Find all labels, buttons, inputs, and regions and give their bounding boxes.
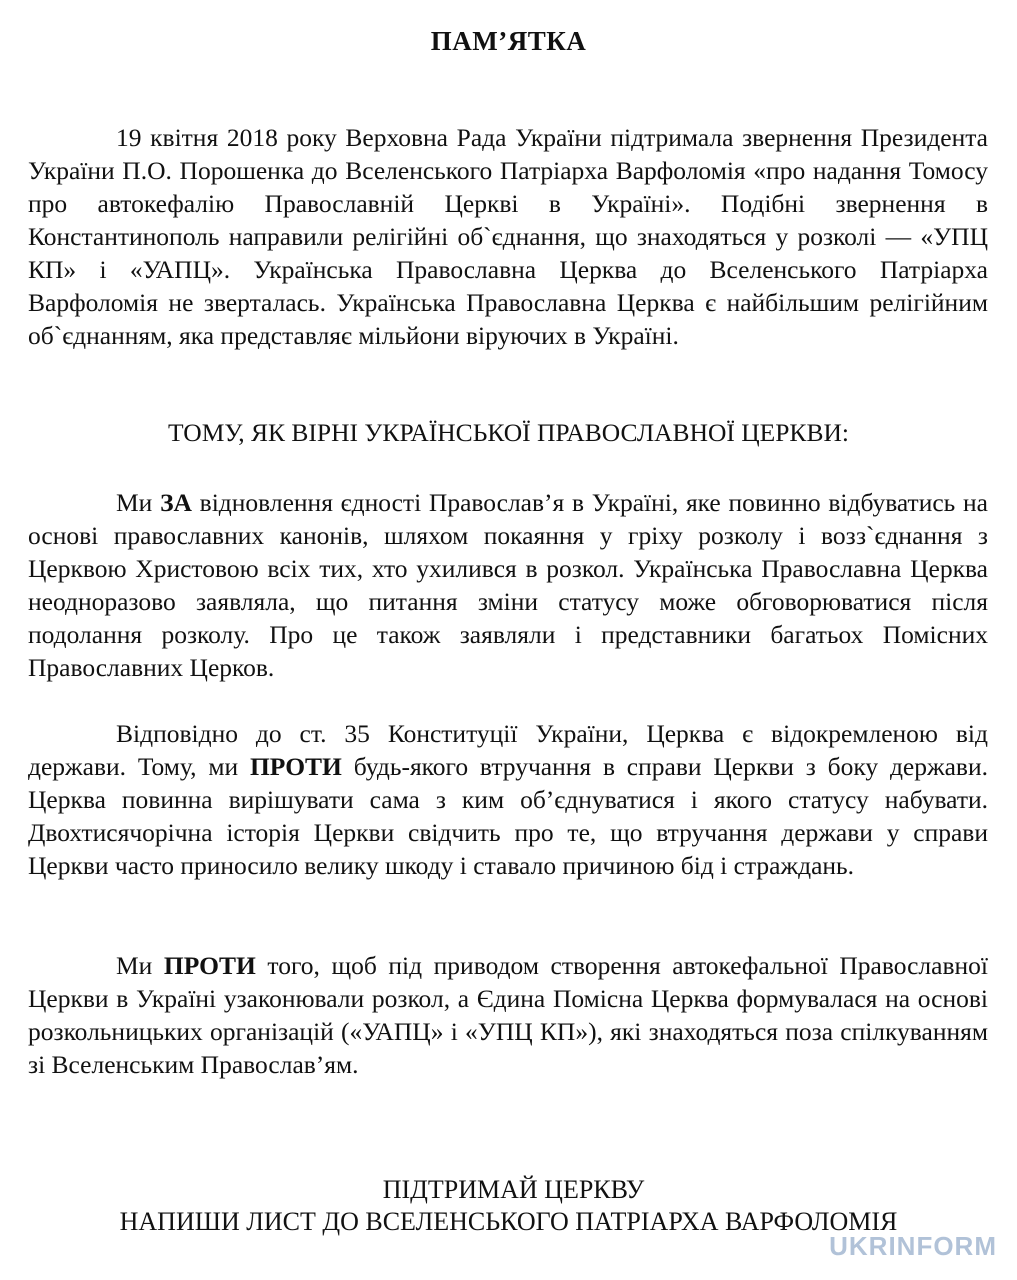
footer-call-to-action: ПІДТРИМАЙ ЦЕРКВУ: [382, 1175, 645, 1204]
emphasis-against-2: ПРОТИ: [163, 951, 256, 980]
emphasis-for: ЗА: [160, 488, 192, 517]
paragraph-for-unity: [28, 486, 988, 684]
footer-instruction: НАПИШИ ЛИСТ ДО ВСЕЛЕНСЬКОГО ПАТРІАРХА ВАРФОЛОМІЯ: [119, 1207, 898, 1236]
paragraph-for-unity-text: відновлення єдності Православ’я в Україні, яке повинно відбуватись на основі православних канонів, шляхом покаяння у гріху розколу і возз`єднання з Церквою Христовою всіх тих, хто ухилився в розкол. Українська Православна Церква неодноразово заявляла, що питання зміни статусу може обговорюватися після подолання розколу. Про це також заявляли і представники багатьох Помісних Православних Церков.: [28, 488, 988, 682]
ukrinform-watermark: UKRINFORM: [829, 1231, 997, 1261]
paragraph-against-schism: [28, 949, 988, 1081]
paragraph-against-interference-lead: Відповідно до ст. 35 Конституції України, Церква є відокремленою від держави. Тому, ми: [28, 719, 988, 781]
paragraph-against-interference: [28, 717, 988, 882]
paragraph-intro: [28, 121, 988, 352]
document-title: ПАМ’ЯТКА: [430, 26, 587, 56]
emphasis-against-1: ПРОТИ: [249, 752, 342, 781]
paragraph-against-interference-text: будь-якого втручання в справи Церкви з боку держави. Церква повинна вирішувати сама з ким об’єднуватися і якого статусу набувати. Двохтисячорічна історія Церкви свідчить про те, що втручання держави у справи Церкви часто приносило велику шкоду і ставало причиною бід і страждань.: [28, 752, 988, 880]
section-subheading: ТОМУ, ЯК ВІРНІ УКРАЇНСЬКОЇ ПРАВОСЛАВНОЇ ЦЕРКВИ:: [168, 418, 849, 447]
paragraph-against-schism-lead: Ми: [116, 951, 164, 980]
paragraph-against-schism-text: того, щоб під приводом створення автокефальної Православної Церкви в Україні узаконювали розкол, а Єдина Помісна Церква формувалася на основі розкольницьких організацій («УАПЦ» і «УПЦ КП»), які знаходяться поза спілкуванням зі Вселенським Православ’ям.: [28, 951, 988, 1079]
paragraph-intro-text: 19 квітня 2018 року Верховна Рада України підтримала звернення Президента України П.О. Порошенка до Вселенського Патріарха Варфоломія «про надання Томосу про автокефалію Православній Церкві в Україні». Подібні звернення в Константинополь направили релігійні об`єднання, що знаходяться у розколі — «УПЦ КП» і «УАПЦ». Українська Православна Церква до Вселенського Патріарха Варфоломія не зверталась. Українська Православна Церква є найбільшим релігійним об`єднанням, яка представляє мільйони віруючих в Україні.: [28, 123, 988, 350]
paragraph-for-unity-lead: Ми: [116, 488, 161, 517]
